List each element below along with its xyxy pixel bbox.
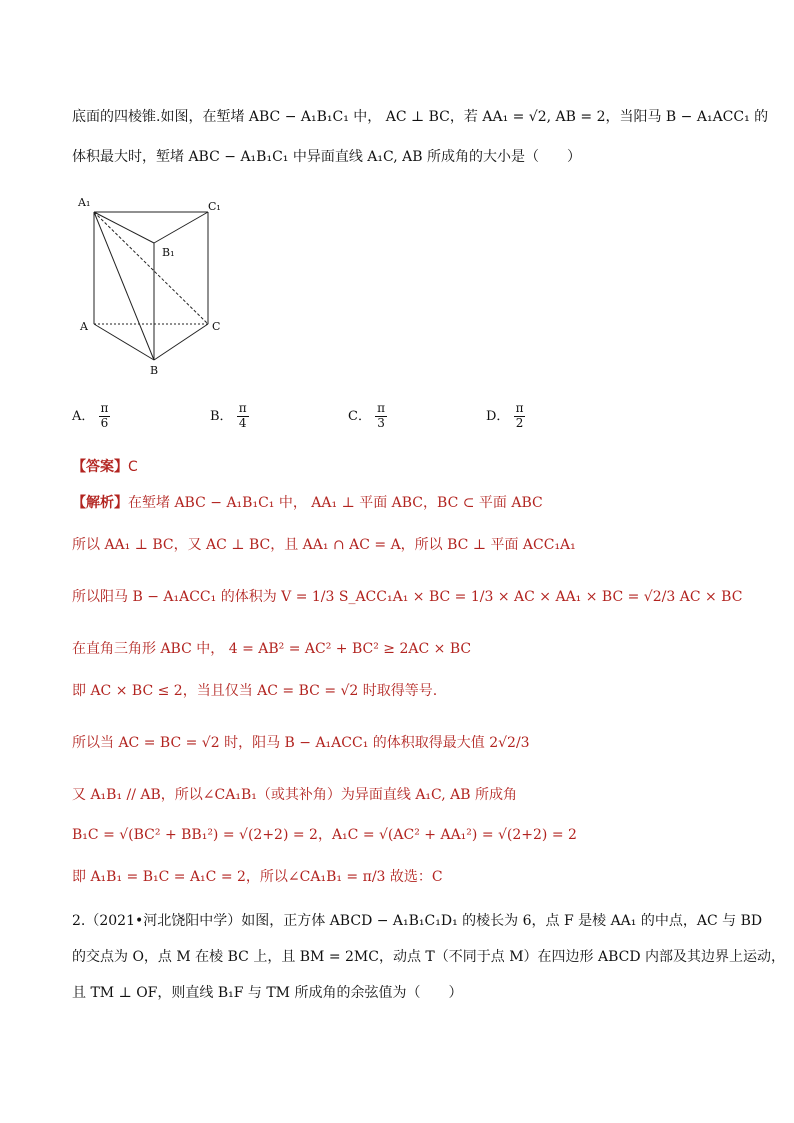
option-c[interactable] <box>348 402 387 431</box>
q2-line-2: 的交点为 O，点 M 在棱 BC 上，且 BM = 2MC，动点 T（不同于点 M）在四边形 ABCD 内部及其边界上运动， <box>72 949 786 965</box>
analysis-line-4: 在直角三角形 ABC 中， 4 = AB² = AC² + BC² ≥ 2AC × BC <box>72 641 472 657</box>
answer-value: C <box>128 459 138 475</box>
analysis-tag: 【解析】 <box>72 495 128 511</box>
label-b: B <box>150 364 159 377</box>
analysis-line-3: 所以阳马 B − A₁ACC₁ 的体积为 V = 1/3 S_ACC₁A₁ × BC = 1/3 × AC × AA₁ × BC = √2/3 AC × BC <box>72 589 743 605</box>
option-b[interactable] <box>210 402 249 431</box>
analysis-text-1: 在堑堵 ABC − A₁B₁C₁ 中， AA₁ ⊥ 平面 ABC，BC ⊂ 平面 ABC <box>128 495 543 511</box>
q2-line-3: 且 TM ⊥ OF，则直线 B₁F 与 TM 所成角的余弦值为（ ） <box>72 985 463 1001</box>
option-d-num: π <box>515 401 524 415</box>
label-a1: A₁ <box>78 196 91 209</box>
q1-stem-line-1: 底面的四棱锥.如图，在堑堵 ABC − A₁B₁C₁ 中， AC ⊥ BC，若 AA₁ = √2, AB = 2，当阳马 B − A₁ACC₁ 的 <box>72 109 769 125</box>
answer-tag: 【答案】 <box>72 459 128 475</box>
analysis-line-1 <box>72 492 543 512</box>
segment-a1b <box>94 212 154 360</box>
label-c: C <box>212 320 221 333</box>
option-b-num: π <box>238 401 247 415</box>
analysis-line-5: 即 AC × BC ≤ 2，当且仅当 AC = BC = √2 时取得等号. <box>72 683 438 699</box>
option-a-num: π <box>100 401 109 415</box>
option-d[interactable] <box>486 402 525 431</box>
edge-bc <box>154 324 208 360</box>
q1-stem-line-2: 体积最大时，堑堵 ABC − A₁B₁C₁ 中异面直线 A₁C, AB 所成角的大小是（ ） <box>72 149 581 165</box>
q2-line-1: 2.（2021•河北饶阳中学）如图，正方体 ABCD − A₁B₁C₁D₁ 的棱长为 6，点 F 是棱 AA₁ 的中点，AC 与 BD <box>72 913 763 929</box>
option-a[interactable] <box>72 402 110 431</box>
analysis-line-6: 所以当 AC = BC = √2 时，阳马 B − A₁ACC₁ 的体积取得最大值 2√2/3 <box>72 735 530 751</box>
analysis-line-2: 所以 AA₁ ⊥ BC，又 AC ⊥ BC，且 AA₁ ∩ AC = A，所以 BC ⊥ 平面 ACC₁A₁ <box>72 537 576 553</box>
edge-a1b1 <box>94 212 154 243</box>
option-d-den: 2 <box>515 415 524 430</box>
option-d-letter: D． <box>486 408 510 424</box>
label-c1: C₁ <box>208 200 221 213</box>
answer-line <box>72 456 138 476</box>
option-b-den: 4 <box>238 415 247 430</box>
option-c-den: 3 <box>377 415 385 430</box>
edge-ab <box>94 324 154 360</box>
option-a-letter: A． <box>72 408 95 424</box>
analysis-line-9: 即 A₁B₁ = B₁C = A₁C = 2，所以∠CA₁B₁ = π/3 故选：C <box>72 869 443 885</box>
option-b-letter: B． <box>210 408 233 424</box>
segment-a1c-hidden <box>94 212 208 324</box>
analysis-line-7: 又 A₁B₁ // AB，所以∠CA₁B₁（或其补角）为异面直线 A₁C, AB 所成角 <box>72 787 518 803</box>
option-c-letter: C． <box>348 408 371 424</box>
option-c-num: π <box>377 401 385 415</box>
analysis-line-8: B₁C = √(BC² + BB₁²) = √(2+2) = 2，A₁C = √(AC² + AA₁²) = √(2+2) = 2 <box>72 827 577 843</box>
prism-figure <box>72 190 232 380</box>
label-a: A <box>80 320 88 333</box>
edge-b1c1 <box>154 212 208 243</box>
option-a-den: 6 <box>100 415 109 430</box>
label-b1: B₁ <box>162 246 175 259</box>
